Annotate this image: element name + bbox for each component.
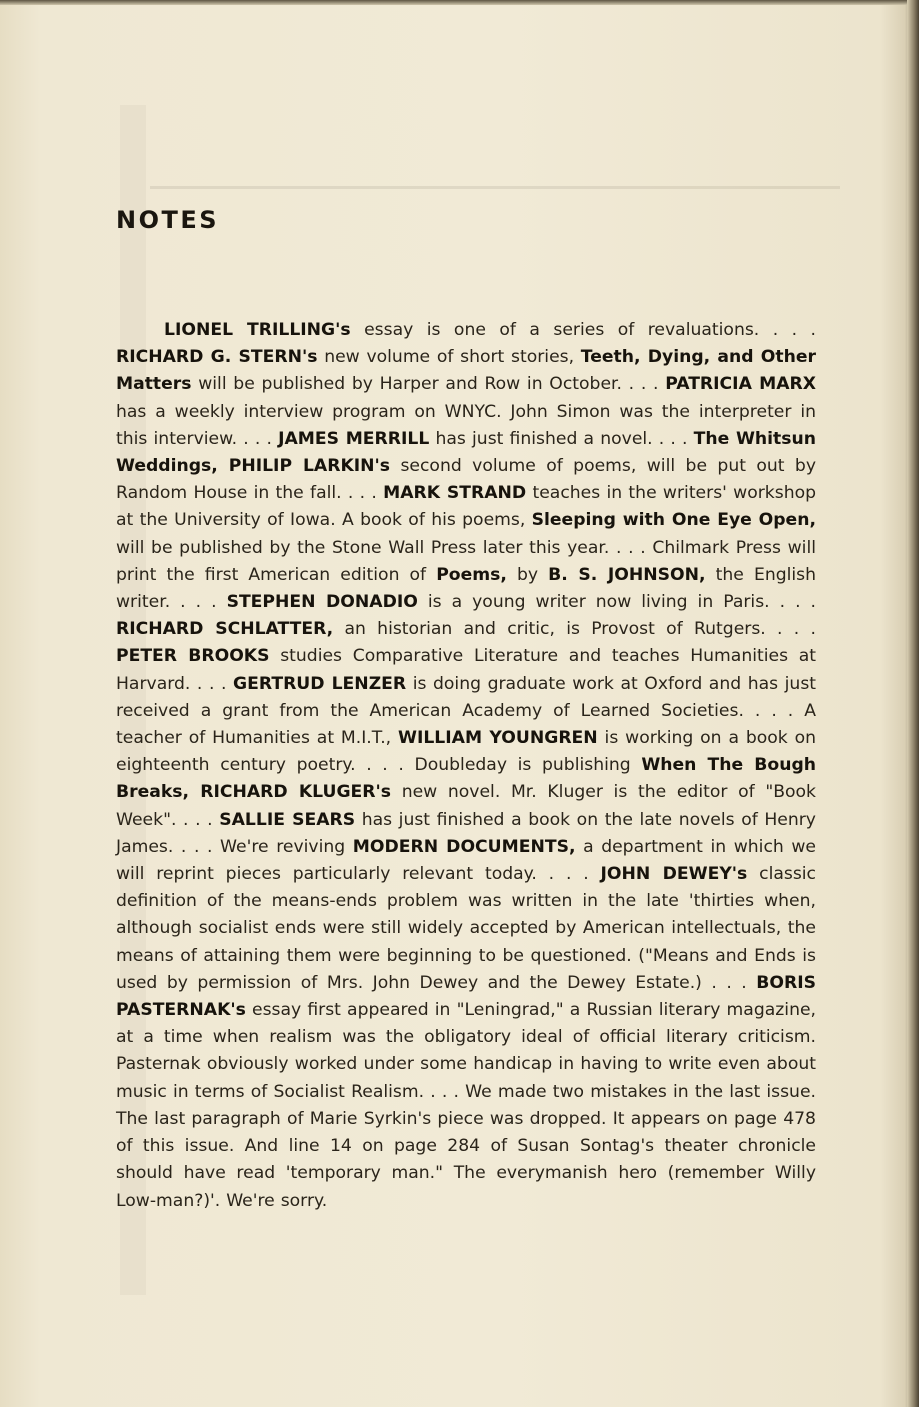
bold-name-run: BORIS PASTERNAK's <box>116 972 816 1021</box>
text-run: by <box>506 564 549 585</box>
text-run: new volume of short stories, <box>317 347 581 368</box>
bold-name-run: PETER BROOKS <box>116 646 270 667</box>
bold-name-run: RICHARD G. STERN's <box>116 347 318 368</box>
bold-name-run: STEPHEN DONADIO <box>226 592 418 613</box>
text-run: has just finished a novel. . . . <box>429 428 694 449</box>
bold-name-run: B. S. JOHNSON, <box>548 564 706 585</box>
text-run: the English writer. . . . <box>116 564 817 613</box>
text-run: teaches in the writers' workshop at the University of Iowa. A book of his poems, <box>116 483 817 531</box>
bold-name-run: PATRICIA MARX <box>665 374 816 395</box>
notes-heading: NOTES <box>116 206 220 234</box>
text-run: will be published by Harper and Row in October. . . . <box>191 374 666 395</box>
bold-name-run: When The Bough Breaks, RICHARD KLUGER's <box>116 755 816 803</box>
bold-name-run: JOHN DEWEY's <box>600 864 748 885</box>
text-run: a department in which we will reprint pieces particularly relevant today. . . . <box>116 836 816 885</box>
page-top-edge <box>0 0 919 5</box>
show-through-subtitle <box>170 150 194 197</box>
bold-name-run: WILLIAM YOUNGREN <box>397 728 598 749</box>
bold-name-run: RICHARD SCHLATTER, <box>116 619 334 640</box>
show-through-rule <box>150 186 840 189</box>
text-run: is doing graduate work at Oxford and has just received a grant from the American Academy of Learned Societies. . . . A teacher of Humanities at M.I.T., <box>116 673 817 749</box>
page-binding-edge <box>907 0 919 1407</box>
text-run: new novel. Mr. Kluger is the editor of "Book Week". . . . <box>116 782 816 830</box>
text-run: will be published by the Stone Wall Press later this year. . . . Chilmark Press will print the first American edition of <box>116 537 816 585</box>
bold-name-run: MARK STRAND <box>383 483 527 504</box>
bold-name-run: GERTRUD LENZER <box>233 673 407 694</box>
bold-name-run: Sleeping with One Eye Open, <box>531 510 816 531</box>
text-run: classic definition of the means-ends problem was written in the late 'thirties when, although socialist ends were still widely accepted by American intellectuals, the means of attaining them were beginning to be questioned. ("Means and Ends is used by permission of Mrs. John Dewey and the Dewey Estate.) . . . <box>116 864 817 993</box>
bold-name-run: LIONEL TRILLING's <box>164 320 351 340</box>
bold-name-run: JAMES MERRILL <box>278 428 430 449</box>
text-run: is a young writer now living in Paris. . . . <box>417 592 816 613</box>
bold-name-run: The Whitsun Weddings, PHILIP LARKIN's <box>116 428 816 477</box>
notes-paragraph <box>116 317 816 1215</box>
bold-name-run: MODERN DOCUMENTS, <box>352 836 576 857</box>
bold-name-run: SALLIE SEARS <box>219 809 356 830</box>
text-run: has just finished a book on the late novels of Henry James. . . . We're reviving <box>116 809 816 857</box>
text-run: is working on a book on eighteenth century poetry. . . . Doubleday is publishing <box>116 728 816 776</box>
text-run: has a weekly interview program on WNYC. John Simon was the interpreter in this interview. . . . <box>116 401 816 449</box>
text-run: an historian and critic, is Provost of Rutgers. . . . <box>333 619 816 640</box>
bold-name-run: Poems, <box>436 564 507 585</box>
text-run: essay first appeared in "Leningrad," a Russian literary magazine, at a time when realism was the obligatory ideal of official literary criticism. Pasternak obviously worked under some handicap in having to write even about music in terms of Socialist Realism. . . . We made two mistakes in the last issue. The last paragraph of Marie Syrkin's piece was dropped. It appears on page 478 of this issue. And line 14 on page 284 of Susan Sontag's theater chronicle should have read 'temporary man." The everymanish hero (remember Willy Low-man?)'. We're sorry. <box>116 1000 816 1211</box>
bold-name-run: Teeth, Dying, and Other Matters <box>116 347 816 395</box>
text-run: second volume of poems, will be put out by Random House in the fall. . . . <box>116 456 816 504</box>
text-run: essay is one of a series of revaluations. . . . <box>350 320 817 340</box>
text-run: studies Comparative Literature and teaches Humanities at Harvard. . . . <box>116 646 816 694</box>
